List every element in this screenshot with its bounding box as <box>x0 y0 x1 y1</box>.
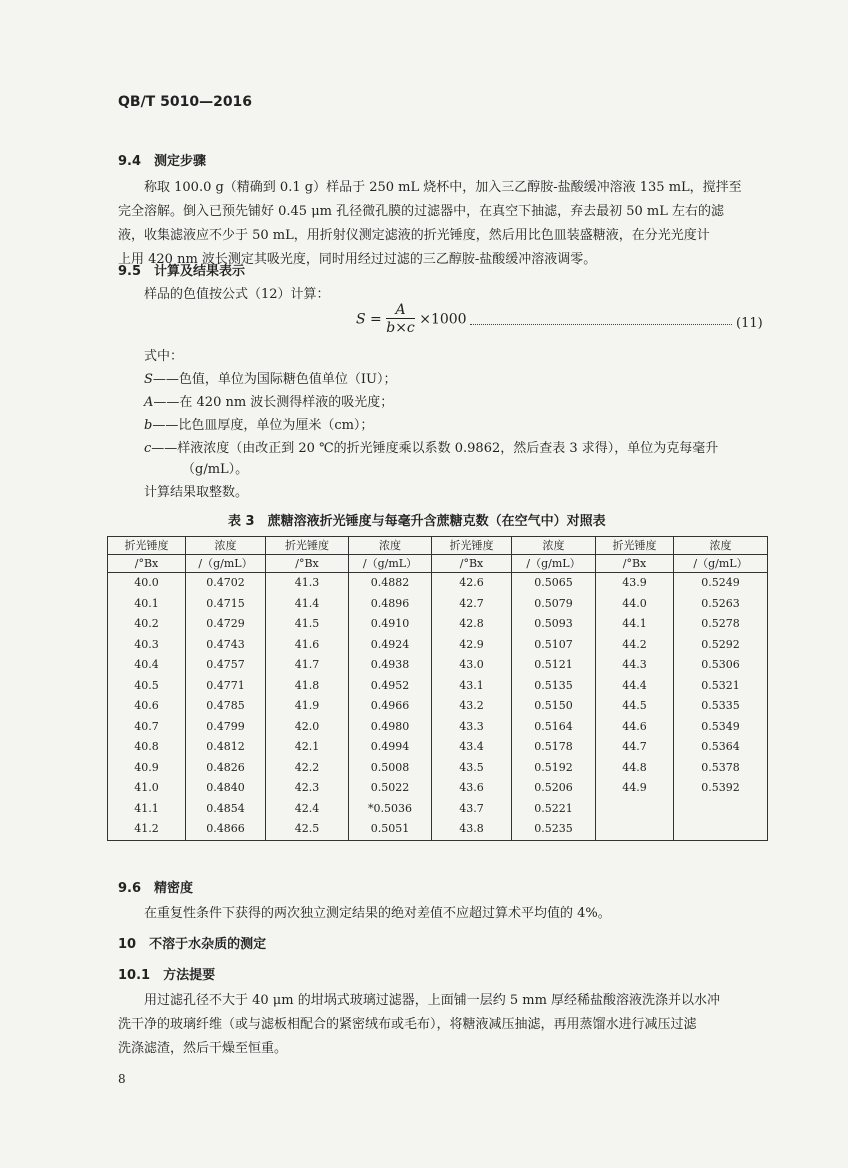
table-header-top <box>108 537 768 555</box>
concentration-cell: 0.4715 <box>186 594 266 615</box>
concentration-cell: 0.4812 <box>186 737 266 758</box>
formula-numerator: A <box>386 302 415 319</box>
concentration-cell: 0.5135 <box>512 676 596 697</box>
brix-cell: 43.5 <box>432 758 512 779</box>
formula-denominator: b×c <box>386 320 415 336</box>
brix-cell: 41.4 <box>266 594 349 615</box>
unit-brix: /°Bx <box>266 555 349 573</box>
s101-line-2: 洗干净的玻璃纤维（或与滤板相配合的紧密绒布或毛布），将糖液减压抽滤，再用蒸馏水进行减压过滤 <box>118 1017 697 1032</box>
brix-cell: 44.5 <box>596 696 674 717</box>
concentration-cell: 0.5364 <box>674 737 768 758</box>
unit-brix: /°Bx <box>596 555 674 573</box>
concentration-cell: 0.5335 <box>674 696 768 717</box>
section-10-heading: 10 不溶于水杂质的测定 <box>118 937 267 952</box>
brix-cell: 40.1 <box>108 594 186 615</box>
concentration-cell: 0.5192 <box>512 758 596 779</box>
brix-cell: 40.6 <box>108 696 186 717</box>
brix-cell: 41.7 <box>266 655 349 676</box>
concentration-cell: 0.5121 <box>512 655 596 676</box>
concentration-cell: 0.5378 <box>674 758 768 779</box>
concentration-cell: 0.5235 <box>512 819 596 840</box>
concentration-cell: 0.4896 <box>349 594 432 615</box>
brix-cell: 44.8 <box>596 758 674 779</box>
concentration-cell: 0.4743 <box>186 635 266 656</box>
brix-cell: 40.7 <box>108 717 186 738</box>
section-9-6-heading: 9.6 精密度 <box>118 881 194 896</box>
brix-cell: 42.6 <box>432 573 512 594</box>
concentration-cell: 0.4854 <box>186 799 266 820</box>
concentration-cell: 0.5065 <box>512 573 596 594</box>
brix-cell <box>596 819 674 840</box>
table-row <box>108 696 768 717</box>
brix-cell: 41.1 <box>108 799 186 820</box>
s96-text: 在重复性条件下获得的两次独立测定结果的绝对差值不应超过算术平均值的 4%。 <box>144 906 611 921</box>
brix-cell: 43.9 <box>596 573 674 594</box>
concentration-cell: 0.4771 <box>186 676 266 697</box>
brix-cell: 42.0 <box>266 717 349 738</box>
s101-line-1: 用过滤孔径不大于 40 μm 的坩埚式玻璃过滤器，上面铺一层约 5 mm 厚经稀盐酸溶液洗涤并以水冲 <box>144 993 721 1008</box>
where-label: 式中： <box>144 349 184 364</box>
header-brix: 折光锤度 <box>432 537 512 555</box>
brix-cell: 44.9 <box>596 778 674 799</box>
concentration-cell: 0.4785 <box>186 696 266 717</box>
concentration-cell: 0.4757 <box>186 655 266 676</box>
table-row <box>108 819 768 840</box>
unit-conc: /（g/mL） <box>512 555 596 573</box>
brix-cell: 44.6 <box>596 717 674 738</box>
brix-cell: 40.9 <box>108 758 186 779</box>
table-row <box>108 614 768 635</box>
table-3 <box>107 536 768 841</box>
formula-times: ×1000 <box>419 311 467 328</box>
brix-cell: 42.9 <box>432 635 512 656</box>
concentration-cell: 0.4826 <box>186 758 266 779</box>
s95-intro: 样品的色值按公式（12）计算： <box>144 287 330 302</box>
concentration-cell: 0.5107 <box>512 635 596 656</box>
brix-cell: 43.4 <box>432 737 512 758</box>
brix-cell: 43.3 <box>432 717 512 738</box>
concentration-cell: *0.5036 <box>349 799 432 820</box>
brix-cell: 41.5 <box>266 614 349 635</box>
concentration-cell <box>674 819 768 840</box>
concentration-cell: 0.4966 <box>349 696 432 717</box>
brix-cell: 42.8 <box>432 614 512 635</box>
concentration-cell: 0.4729 <box>186 614 266 635</box>
formula-fraction <box>386 302 415 337</box>
concentration-cell: 0.5178 <box>512 737 596 758</box>
concentration-cell: 0.5008 <box>349 758 432 779</box>
def-a: A——在 420 nm 波长测得样液的吸光度； <box>144 395 394 410</box>
header-brix: 折光锤度 <box>596 537 674 555</box>
unit-brix: /°Bx <box>108 555 186 573</box>
formula-leader-dots <box>470 318 732 325</box>
concentration-cell: 0.4938 <box>349 655 432 676</box>
standard-code: QB/T 5010—2016 <box>118 94 253 110</box>
s94-line-4: 上用 420 nm 波长测定其吸光度，同时用经过过滤的三乙醇胺-盐酸缓冲溶液调零。 <box>118 252 597 267</box>
concentration-cell: 0.5164 <box>512 717 596 738</box>
concentration-cell: 0.4980 <box>349 717 432 738</box>
table-row <box>108 717 768 738</box>
concentration-cell: 0.4840 <box>186 778 266 799</box>
formula-number: (11) <box>736 316 763 331</box>
brix-cell: 43.1 <box>432 676 512 697</box>
def-c-continued: （g/mL）。 <box>182 462 249 477</box>
header-brix: 折光锤度 <box>108 537 186 555</box>
concentration-cell: 0.5079 <box>512 594 596 615</box>
concentration-cell: 0.5206 <box>512 778 596 799</box>
unit-brix: /°Bx <box>432 555 512 573</box>
brix-cell: 43.6 <box>432 778 512 799</box>
unit-conc: /（g/mL） <box>674 555 768 573</box>
concentration-cell: 0.5051 <box>349 819 432 840</box>
table-row <box>108 655 768 676</box>
def-c: c——样液浓度（由改正到 20 ℃的折光锤度乘以系数 0.9862，然后查表 3 求得），单位为克每毫升 <box>144 441 719 456</box>
s101-line-3: 洗涤滤渣，然后干燥至恒重。 <box>118 1041 288 1056</box>
table-row <box>108 737 768 758</box>
brix-cell: 44.0 <box>596 594 674 615</box>
page-number: 8 <box>118 1072 126 1086</box>
table-row <box>108 676 768 697</box>
brix-cell: 44.2 <box>596 635 674 656</box>
unit-conc: /（g/mL） <box>186 555 266 573</box>
table-row <box>108 594 768 615</box>
def-b: b——比色皿厚度，单位为厘米（cm）； <box>144 418 374 433</box>
brix-cell: 41.2 <box>108 819 186 840</box>
table-row <box>108 778 768 799</box>
concentration-cell: 0.4866 <box>186 819 266 840</box>
concentration-cell: 0.4799 <box>186 717 266 738</box>
brix-cell: 41.0 <box>108 778 186 799</box>
brix-cell: 43.0 <box>432 655 512 676</box>
concentration-cell: 0.5349 <box>674 717 768 738</box>
header-conc: 浓度 <box>674 537 768 555</box>
concentration-cell: 0.5249 <box>674 573 768 594</box>
brix-cell: 42.5 <box>266 819 349 840</box>
brix-cell: 41.3 <box>266 573 349 594</box>
brix-cell: 41.9 <box>266 696 349 717</box>
header-conc: 浓度 <box>512 537 596 555</box>
s94-line-2: 完全溶解。倒入已预先铺好 0.45 μm 孔径微孔膜的过滤器中，在真空下抽滤，弃去最初 50 mL 左右的滤 <box>118 204 725 219</box>
color-value-formula <box>356 302 467 337</box>
concentration-cell: 0.4952 <box>349 676 432 697</box>
brix-cell: 40.8 <box>108 737 186 758</box>
concentration-cell <box>674 799 768 820</box>
unit-conc: /（g/mL） <box>349 555 432 573</box>
section-10-1-heading: 10.1 方法提要 <box>118 968 216 983</box>
concentration-cell: 0.5150 <box>512 696 596 717</box>
def-s: S——色值，单位为国际糖色值单位（IU）； <box>144 372 397 387</box>
table-3-body <box>108 573 768 841</box>
formula-eq: = <box>370 311 382 328</box>
table-row <box>108 758 768 779</box>
concentration-cell: 0.4910 <box>349 614 432 635</box>
s94-line-1: 称取 100.0 g（精确到 0.1 g）样品于 250 mL 烧杯中，加入三乙醇胺-盐酸缓冲溶液 135 mL，搅拌至 <box>144 180 742 195</box>
brix-cell: 40.3 <box>108 635 186 656</box>
s94-line-3: 液，收集滤液应不少于 50 mL，用折射仪测定滤液的折光锤度，然后用比色皿装盛糖液，在分光光度计 <box>118 228 710 243</box>
brix-cell: 44.4 <box>596 676 674 697</box>
concentration-cell: 0.4882 <box>349 573 432 594</box>
concentration-cell: 0.5221 <box>512 799 596 820</box>
table-header-units <box>108 555 768 573</box>
brix-cell: 44.3 <box>596 655 674 676</box>
brix-cell: 44.7 <box>596 737 674 758</box>
header-conc: 浓度 <box>349 537 432 555</box>
concentration-cell: 0.4994 <box>349 737 432 758</box>
table-3-caption: 表 3 蔗糖溶液折光锤度与每毫升含蔗糖克数（在空气中）对照表 <box>228 514 606 529</box>
table-row <box>108 635 768 656</box>
brix-cell: 40.2 <box>108 614 186 635</box>
result-rounding: 计算结果取整数。 <box>144 485 249 500</box>
brix-cell: 42.3 <box>266 778 349 799</box>
brix-cell: 41.6 <box>266 635 349 656</box>
section-9-5-heading: 9.5 计算及结果表示 <box>118 264 246 279</box>
section-9-4-heading: 9.4 测定步骤 <box>118 154 207 169</box>
brix-cell: 41.8 <box>266 676 349 697</box>
formula-lhs: S <box>356 311 366 328</box>
concentration-cell: 0.5263 <box>674 594 768 615</box>
brix-cell: 43.8 <box>432 819 512 840</box>
concentration-cell: 0.4924 <box>349 635 432 656</box>
brix-cell: 42.1 <box>266 737 349 758</box>
concentration-cell: 0.5022 <box>349 778 432 799</box>
concentration-cell: 0.5093 <box>512 614 596 635</box>
brix-cell: 43.2 <box>432 696 512 717</box>
brix-cell: 42.4 <box>266 799 349 820</box>
concentration-cell: 0.5292 <box>674 635 768 656</box>
brix-cell: 40.5 <box>108 676 186 697</box>
brix-cell: 44.1 <box>596 614 674 635</box>
brix-cell: 43.7 <box>432 799 512 820</box>
table-row <box>108 799 768 820</box>
brix-cell: 42.2 <box>266 758 349 779</box>
concentration-cell: 0.4702 <box>186 573 266 594</box>
brix-cell: 42.7 <box>432 594 512 615</box>
concentration-cell: 0.5392 <box>674 778 768 799</box>
concentration-cell: 0.5278 <box>674 614 768 635</box>
table-row <box>108 573 768 594</box>
header-brix: 折光锤度 <box>266 537 349 555</box>
concentration-cell: 0.5321 <box>674 676 768 697</box>
concentration-cell: 0.5306 <box>674 655 768 676</box>
header-conc: 浓度 <box>186 537 266 555</box>
brix-cell: 40.0 <box>108 573 186 594</box>
brix-cell <box>596 799 674 820</box>
brix-cell: 40.4 <box>108 655 186 676</box>
